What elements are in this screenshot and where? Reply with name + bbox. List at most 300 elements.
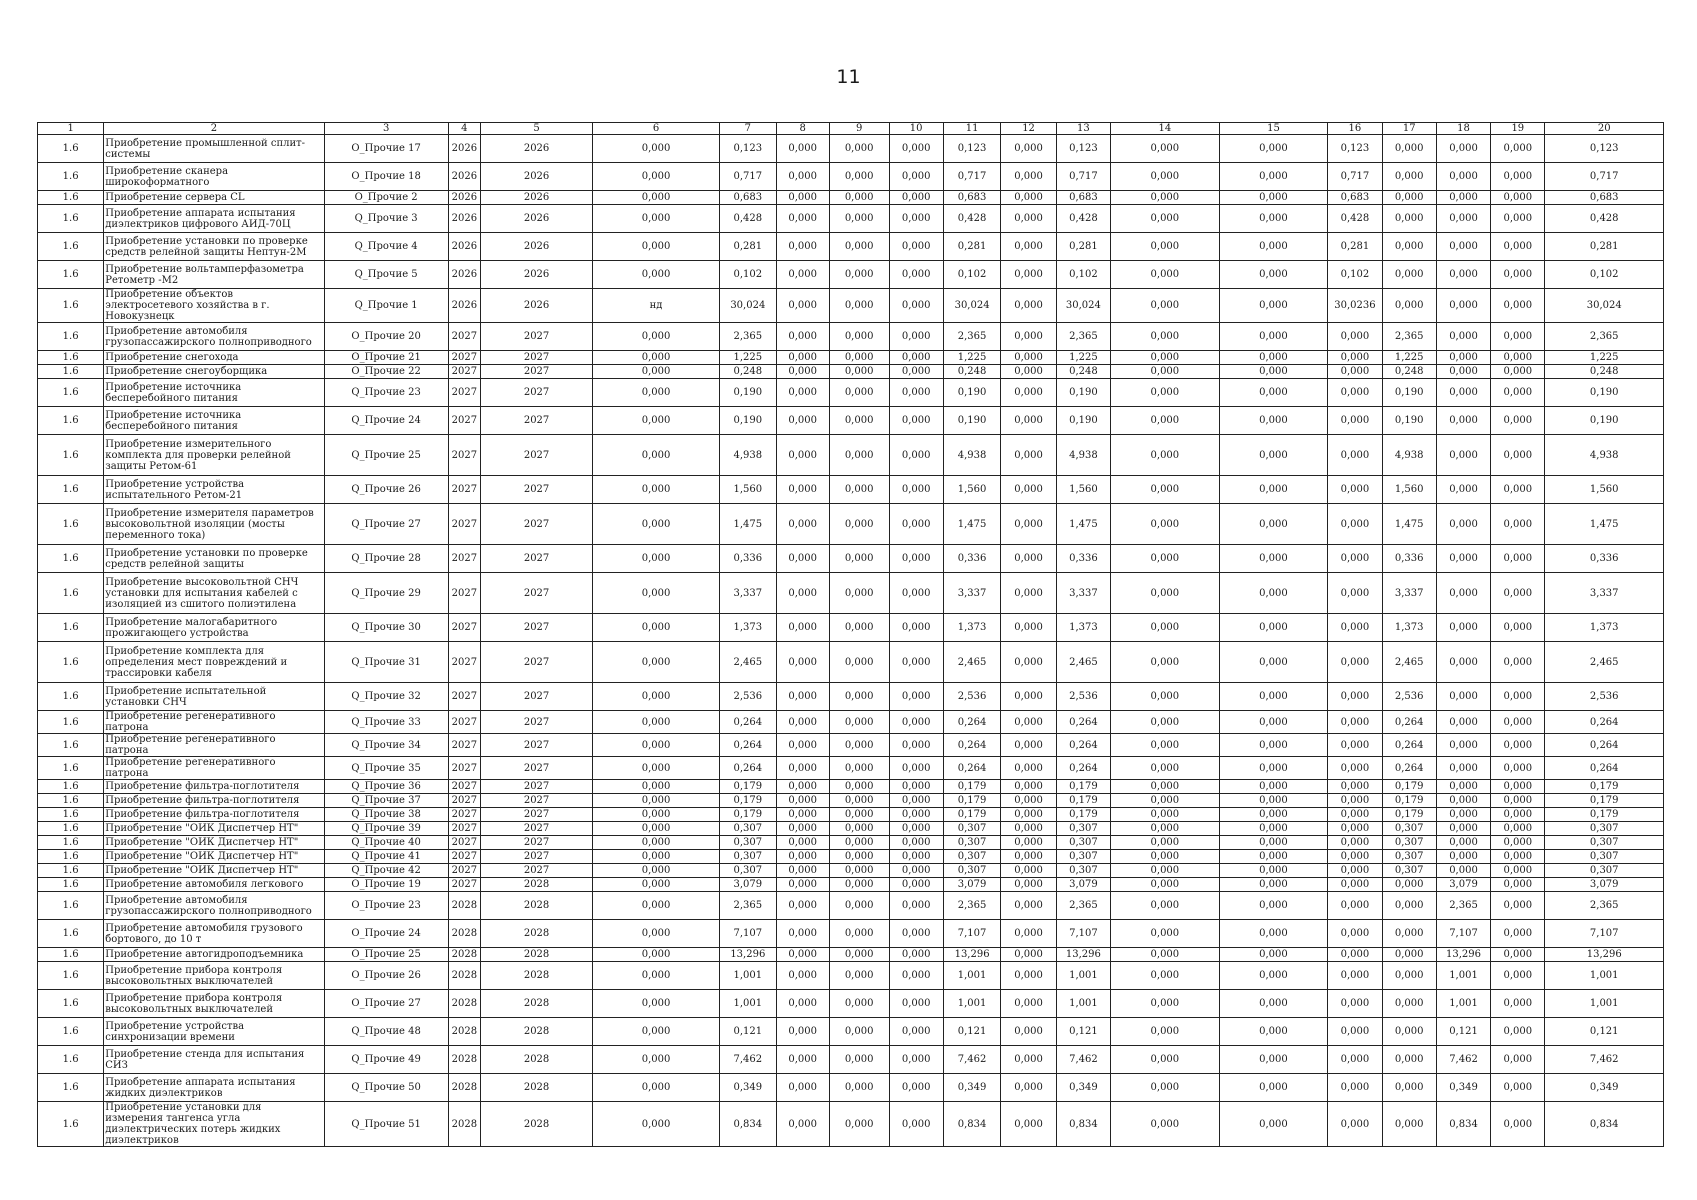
table-cell: 0,000	[776, 545, 829, 573]
table-cell: 0,000	[1219, 808, 1328, 822]
table-cell: 0,000	[1001, 614, 1056, 642]
table-cell: 0,349	[1436, 1074, 1490, 1102]
table-cell: 0,000	[1436, 794, 1490, 808]
table-cell: 0,000	[776, 365, 829, 379]
table-cell: 0,000	[1491, 990, 1545, 1018]
table-cell: 0,000	[889, 614, 943, 642]
table-cell: 0,179	[1545, 794, 1664, 808]
item-name-cell: Приобретение аппарата испытания диэлектриков цифрового АИД-70Ц	[104, 205, 324, 233]
table-cell: 2028	[481, 948, 593, 962]
table-cell: 0,000	[1001, 1046, 1056, 1074]
table-cell: 2028	[481, 1074, 593, 1102]
table-cell: 0,000	[1219, 1074, 1328, 1102]
table-cell: 0,000	[1328, 504, 1382, 545]
table-cell: Q_Прочие 40	[324, 836, 448, 850]
table-cell: 2028	[481, 1018, 593, 1046]
table-cell: 2026	[481, 289, 593, 323]
table-cell: 2027	[481, 573, 593, 614]
table-cell: 0,000	[1001, 794, 1056, 808]
table-cell: 0,000	[1436, 163, 1490, 191]
table-cell: 0,000	[1491, 822, 1545, 836]
table-cell: 0,000	[776, 990, 829, 1018]
table-cell: 0,000	[1491, 135, 1545, 163]
table-cell: 30,024	[943, 289, 1001, 323]
table-cell: 0,000	[889, 1046, 943, 1074]
item-name-cell: Приобретение высоковольтной СНЧ установки для испытания кабелей с изоляцией из сшитого полиэтилена	[104, 573, 324, 614]
table-cell: 0,000	[829, 962, 889, 990]
table-cell: 0,000	[1001, 822, 1056, 836]
table-cell: 0,000	[889, 948, 943, 962]
table-cell: 0,000	[1219, 892, 1328, 920]
table-cell: 0,000	[776, 289, 829, 323]
table-cell: 1,560	[1545, 476, 1664, 504]
table-cell: 0,000	[889, 573, 943, 614]
table-cell: 0,000	[1111, 864, 1220, 878]
table-cell: 1.6	[38, 822, 104, 836]
table-cell: 2027	[481, 476, 593, 504]
table-row	[38, 365, 1664, 379]
table-cell: 0,000	[889, 504, 943, 545]
table-cell: 0,000	[1328, 836, 1382, 850]
table-cell: 1,001	[1436, 962, 1490, 990]
table-cell: 2,465	[1382, 642, 1436, 683]
item-name-cell: Приобретение устройства синхронизации времени	[104, 1018, 324, 1046]
table-cell: 0,000	[1219, 642, 1328, 683]
table-row	[38, 892, 1664, 920]
table-cell: 0,000	[889, 642, 943, 683]
table-cell: 1,560	[1056, 476, 1110, 504]
table-cell: 0,000	[1111, 407, 1220, 435]
table-cell: Q_Прочие 30	[324, 614, 448, 642]
table-cell: Q_Прочие 49	[324, 1046, 448, 1074]
table-cell: 0,000	[776, 683, 829, 711]
table-cell: 3,079	[1545, 878, 1664, 892]
table-cell: 3,079	[1436, 878, 1490, 892]
table-cell: 0,000	[1219, 233, 1328, 261]
table-body	[38, 135, 1664, 1147]
item-name-cell: Приобретение прибора контроля высоковольтных выключателей	[104, 990, 324, 1018]
table-row	[38, 1046, 1664, 1074]
column-header: 19	[1491, 123, 1545, 135]
table-cell: O_Прочие 18	[324, 163, 448, 191]
table-cell: 0,000	[1111, 1018, 1220, 1046]
table-cell: 0,000	[1328, 808, 1382, 822]
table-cell: 0,000	[1436, 614, 1490, 642]
table-cell: 0,000	[1491, 323, 1545, 351]
item-name-cell: Приобретение установки по проверке средств релейной защиты Нептун-2М	[104, 233, 324, 261]
table-cell: 30,024	[1056, 289, 1110, 323]
table-cell: 7,462	[1545, 1046, 1664, 1074]
table-row	[38, 289, 1664, 323]
table-cell: 1.6	[38, 948, 104, 962]
table-cell: 1.6	[38, 407, 104, 435]
table-cell: 0,000	[1436, 323, 1490, 351]
table-cell: 0,000	[1328, 642, 1382, 683]
table-cell: 1,560	[1382, 476, 1436, 504]
table-cell: 0,717	[1328, 163, 1382, 191]
item-name-cell: Приобретение "ОИК Диспетчер НТ"	[104, 836, 324, 850]
table-cell: 0,000	[1111, 323, 1220, 351]
table-cell: 2,465	[1056, 642, 1110, 683]
table-cell: 2028	[448, 990, 481, 1018]
table-cell: 0,000	[593, 504, 720, 545]
table-cell: 0,000	[889, 878, 943, 892]
table-cell: 0,000	[1382, 191, 1436, 205]
table-cell: 2027	[481, 822, 593, 836]
table-cell: 0,000	[1219, 683, 1328, 711]
table-cell: 0,000	[1328, 407, 1382, 435]
table-cell: 0,102	[1328, 261, 1382, 289]
table-cell: 0,000	[1328, 711, 1382, 734]
table-cell: 0,000	[1001, 163, 1056, 191]
table-cell: 0,000	[1382, 163, 1436, 191]
table-cell: 0,307	[1545, 836, 1664, 850]
column-header: 18	[1436, 123, 1490, 135]
table-cell: 0,000	[1001, 808, 1056, 822]
table-cell: 0,000	[829, 864, 889, 878]
table-cell: 0,000	[1328, 920, 1382, 948]
item-name-cell: Приобретение измерителя параметров высоковольтной изоляции (мосты переменного тока)	[104, 504, 324, 545]
table-cell: 1.6	[38, 323, 104, 351]
table-cell: 0,717	[720, 163, 776, 191]
table-cell: 0,000	[1491, 163, 1545, 191]
table-cell: 0,264	[1382, 757, 1436, 780]
table-cell: 0,000	[1111, 365, 1220, 379]
table-cell: 0,000	[889, 794, 943, 808]
table-cell: 0,336	[943, 545, 1001, 573]
table-cell: 0,000	[829, 850, 889, 864]
table-cell: 0,121	[1056, 1018, 1110, 1046]
table-cell: 2026	[481, 191, 593, 205]
table-cell: 0,717	[1056, 163, 1110, 191]
table-cell: 0,000	[1001, 379, 1056, 407]
table-cell: 0,000	[889, 836, 943, 850]
item-name-cell: Приобретение объектов электросетевого хозяйства в г. Новокузнецк	[104, 289, 324, 323]
table-row	[38, 794, 1664, 808]
item-name-cell: Приобретение "ОИК Диспетчер НТ"	[104, 822, 324, 836]
table-cell: 0,179	[943, 794, 1001, 808]
table-cell: 0,000	[1111, 163, 1220, 191]
table-cell: 0,000	[1001, 892, 1056, 920]
table-cell: 0,000	[593, 476, 720, 504]
table-cell: 0,307	[1545, 822, 1664, 836]
table-cell: 0,000	[1382, 1102, 1436, 1147]
column-header: 7	[720, 123, 776, 135]
table-cell: 0,000	[1111, 850, 1220, 864]
table-cell: 0,000	[593, 407, 720, 435]
table-cell: 0,834	[720, 1102, 776, 1147]
table-cell: 0,000	[1111, 614, 1220, 642]
table-cell: 0,000	[829, 794, 889, 808]
table-cell: 0,000	[829, 892, 889, 920]
table-row	[38, 407, 1664, 435]
table-cell: 2027	[481, 435, 593, 476]
table-cell: 0,281	[943, 233, 1001, 261]
table-cell: 1,225	[1382, 351, 1436, 365]
table-cell: 2027	[481, 683, 593, 711]
table-cell: 0,000	[776, 407, 829, 435]
table-cell: 0,428	[720, 205, 776, 233]
table-cell: 0,000	[1219, 365, 1328, 379]
table-cell: 0,000	[1328, 614, 1382, 642]
table-cell: 0,000	[1328, 683, 1382, 711]
table-cell: 0,000	[1491, 365, 1545, 379]
item-name-cell: Приобретение автомобиля легкового	[104, 878, 324, 892]
table-cell: 7,107	[943, 920, 1001, 948]
table-cell: 0,000	[1001, 1074, 1056, 1102]
table-cell: 0,349	[943, 1074, 1001, 1102]
table-cell: 0,000	[1001, 642, 1056, 683]
table-cell: 0,000	[1436, 205, 1490, 233]
table-cell: 0,000	[889, 850, 943, 864]
table-cell: 4,938	[1056, 435, 1110, 476]
table-cell: 0,000	[1491, 683, 1545, 711]
table-cell: 0,123	[1328, 135, 1382, 163]
table-cell: 7,107	[720, 920, 776, 948]
table-cell: 0,000	[1436, 545, 1490, 573]
table-cell: 0,248	[943, 365, 1001, 379]
table-cell: 0,000	[889, 757, 943, 780]
table-cell: 1.6	[38, 683, 104, 711]
table-cell: 1.6	[38, 365, 104, 379]
table-cell: 0,000	[1111, 545, 1220, 573]
table-cell: 0,000	[1328, 734, 1382, 757]
item-name-cell: Приобретение снегоуборщика	[104, 365, 324, 379]
table-cell: 0,000	[1219, 794, 1328, 808]
item-name-cell: Приобретение фильтра-поглотителя	[104, 808, 324, 822]
table-cell: 0,000	[889, 1074, 943, 1102]
table-cell: 0,000	[1001, 920, 1056, 948]
table-cell: 0,000	[776, 573, 829, 614]
table-cell: 1.6	[38, 135, 104, 163]
table-cell: 0,281	[1328, 233, 1382, 261]
table-cell: 0,000	[1001, 365, 1056, 379]
table-cell: 0,683	[943, 191, 1001, 205]
table-cell: 0,281	[1056, 233, 1110, 261]
table-cell: 3,337	[1545, 573, 1664, 614]
table-cell: 2027	[448, 808, 481, 822]
table-cell: 2027	[481, 757, 593, 780]
table-cell: 1,225	[1545, 351, 1664, 365]
table-cell: 0,000	[776, 1046, 829, 1074]
table-cell: 2,365	[1056, 892, 1110, 920]
table-cell: 2027	[481, 808, 593, 822]
column-header: 4	[448, 123, 481, 135]
column-header: 17	[1382, 123, 1436, 135]
table-cell: 0,000	[776, 734, 829, 757]
table-cell: 2027	[481, 794, 593, 808]
table-cell: 1.6	[38, 476, 104, 504]
table-cell: 0,000	[1111, 808, 1220, 822]
table-cell: 0,000	[1328, 545, 1382, 573]
table-cell: 2026	[448, 233, 481, 261]
table-cell: 0,000	[593, 205, 720, 233]
table-cell: 0,000	[829, 205, 889, 233]
table-cell: 0,000	[1001, 233, 1056, 261]
table-cell: 2028	[481, 920, 593, 948]
table-cell: 0,307	[720, 822, 776, 836]
table-cell: 0,000	[1436, 808, 1490, 822]
table-cell: 0,000	[1111, 948, 1220, 962]
table-cell: 2027	[481, 780, 593, 794]
table-cell: 2026	[448, 289, 481, 323]
table-cell: 1.6	[38, 261, 104, 289]
table-cell: 0,000	[1328, 476, 1382, 504]
table-cell: 0,000	[776, 614, 829, 642]
table-cell: 0,000	[1491, 780, 1545, 794]
table-cell: 0,000	[1491, 191, 1545, 205]
table-cell: 0,307	[1382, 850, 1436, 864]
table-cell: 2027	[481, 504, 593, 545]
table-cell: 0,000	[1436, 711, 1490, 734]
table-cell: 0,834	[1436, 1102, 1490, 1147]
table-cell: 0,000	[1382, 948, 1436, 962]
table-cell: Q_Прочие 37	[324, 794, 448, 808]
table-row	[38, 808, 1664, 822]
table-cell: 2027	[481, 614, 593, 642]
table-cell: O_Прочие 25	[324, 948, 448, 962]
table-cell: 0,000	[1382, 920, 1436, 948]
table-cell: 0,000	[593, 808, 720, 822]
table-cell: 0,000	[1001, 573, 1056, 614]
table-cell: 0,336	[1382, 545, 1436, 573]
table-cell: 0,190	[1056, 407, 1110, 435]
table-cell: 1,001	[1056, 990, 1110, 1018]
table-cell: 0,428	[1056, 205, 1110, 233]
table-cell: 0,000	[1491, 734, 1545, 757]
table-cell: 0,000	[593, 261, 720, 289]
table-cell: 1,475	[1056, 504, 1110, 545]
table-cell: 1,225	[720, 351, 776, 365]
table-cell: 0,000	[1328, 435, 1382, 476]
table-cell: 0,000	[776, 892, 829, 920]
table-row	[38, 261, 1664, 289]
table-cell: 0,000	[776, 135, 829, 163]
table-cell: 0,000	[829, 476, 889, 504]
table-cell: 0,000	[1382, 289, 1436, 323]
table-row	[38, 233, 1664, 261]
column-header: 15	[1219, 123, 1328, 135]
table-cell: 1.6	[38, 757, 104, 780]
table-row	[38, 573, 1664, 614]
table-cell: 0,000	[776, 379, 829, 407]
table-cell: 0,000	[1436, 289, 1490, 323]
table-cell: 0,190	[943, 407, 1001, 435]
table-cell: 0,000	[1328, 379, 1382, 407]
table-cell: 0,000	[1328, 794, 1382, 808]
item-name-cell: Приобретение малогабаритного прожигающего устройства	[104, 614, 324, 642]
table-cell: 0,000	[593, 962, 720, 990]
table-cell: 0,000	[1436, 191, 1490, 205]
table-cell: 0,000	[1491, 476, 1545, 504]
table-cell: 0,000	[1436, 642, 1490, 683]
table-row	[38, 864, 1664, 878]
table-cell: 0,000	[1001, 545, 1056, 573]
table-cell: 0,000	[1491, 233, 1545, 261]
table-cell: 2027	[481, 407, 593, 435]
table-cell: 1,560	[943, 476, 1001, 504]
table-cell: 0,000	[1001, 476, 1056, 504]
table-cell: 0,000	[593, 191, 720, 205]
table-cell: 0,000	[1436, 135, 1490, 163]
table-cell: 0,264	[1545, 734, 1664, 757]
table-cell: 0,000	[1328, 351, 1382, 365]
table-cell: 2027	[448, 734, 481, 757]
table-cell: 4,938	[1382, 435, 1436, 476]
table-cell: 0,000	[889, 962, 943, 990]
table-cell: 0,349	[720, 1074, 776, 1102]
table-cell: 0,000	[829, 365, 889, 379]
table-row	[38, 163, 1664, 191]
table-cell: 2027	[448, 683, 481, 711]
table-cell: 2027	[448, 573, 481, 614]
table-cell: нд	[593, 289, 720, 323]
table-cell: 1.6	[38, 545, 104, 573]
table-cell: 2028	[448, 948, 481, 962]
table-row	[38, 683, 1664, 711]
table-cell: 0,000	[1111, 191, 1220, 205]
table-cell: 13,296	[1545, 948, 1664, 962]
table-cell: 0,000	[1001, 948, 1056, 962]
table-cell: 2027	[448, 614, 481, 642]
table-cell: 0,000	[829, 1102, 889, 1147]
table-cell: 0,000	[889, 233, 943, 261]
table-cell: 0,000	[1491, 614, 1545, 642]
item-name-cell: Приобретение фильтра-поглотителя	[104, 794, 324, 808]
table-cell: Q_Прочие 31	[324, 642, 448, 683]
table-cell: 2026	[481, 135, 593, 163]
table-cell: 2027	[448, 407, 481, 435]
table-row	[38, 757, 1664, 780]
table-cell: 0,000	[1328, 1046, 1382, 1074]
table-cell: 0,123	[1056, 135, 1110, 163]
table-cell: 2027	[448, 435, 481, 476]
table-cell: 0,000	[776, 261, 829, 289]
table-cell: 2,365	[720, 892, 776, 920]
table-cell: 0,102	[943, 261, 1001, 289]
table-cell: 0,000	[889, 892, 943, 920]
table-cell: 30,024	[720, 289, 776, 323]
table-cell: 0,307	[720, 864, 776, 878]
table-cell: 1.6	[38, 191, 104, 205]
table-cell: 13,296	[943, 948, 1001, 962]
table-cell: 0,307	[720, 850, 776, 864]
table-cell: 0,000	[1328, 822, 1382, 836]
table-cell: 0,000	[1219, 407, 1328, 435]
table-cell: 0,000	[1001, 504, 1056, 545]
table-cell: 2026	[481, 205, 593, 233]
table-cell: 0,264	[1056, 711, 1110, 734]
table-cell: 0,307	[943, 864, 1001, 878]
table-cell: 2027	[481, 323, 593, 351]
item-name-cell: Приобретение промышленной сплит-системы	[104, 135, 324, 163]
table-cell: 0,190	[1382, 407, 1436, 435]
table-cell: 0,000	[1111, 962, 1220, 990]
table-cell: 0,307	[720, 836, 776, 850]
table-cell: 0,000	[1111, 990, 1220, 1018]
table-cell: 0,000	[1001, 878, 1056, 892]
table-cell: 1,001	[1436, 990, 1490, 1018]
table-cell: 0,000	[1001, 323, 1056, 351]
table-cell: 2,365	[943, 323, 1001, 351]
table-cell: 0,000	[593, 794, 720, 808]
table-cell: 0,000	[1219, 962, 1328, 990]
table-cell: 0,000	[776, 920, 829, 948]
table-cell: 0,000	[776, 351, 829, 365]
table-cell: 0,000	[1491, 545, 1545, 573]
table-cell: 0,000	[1001, 836, 1056, 850]
table-row	[38, 545, 1664, 573]
